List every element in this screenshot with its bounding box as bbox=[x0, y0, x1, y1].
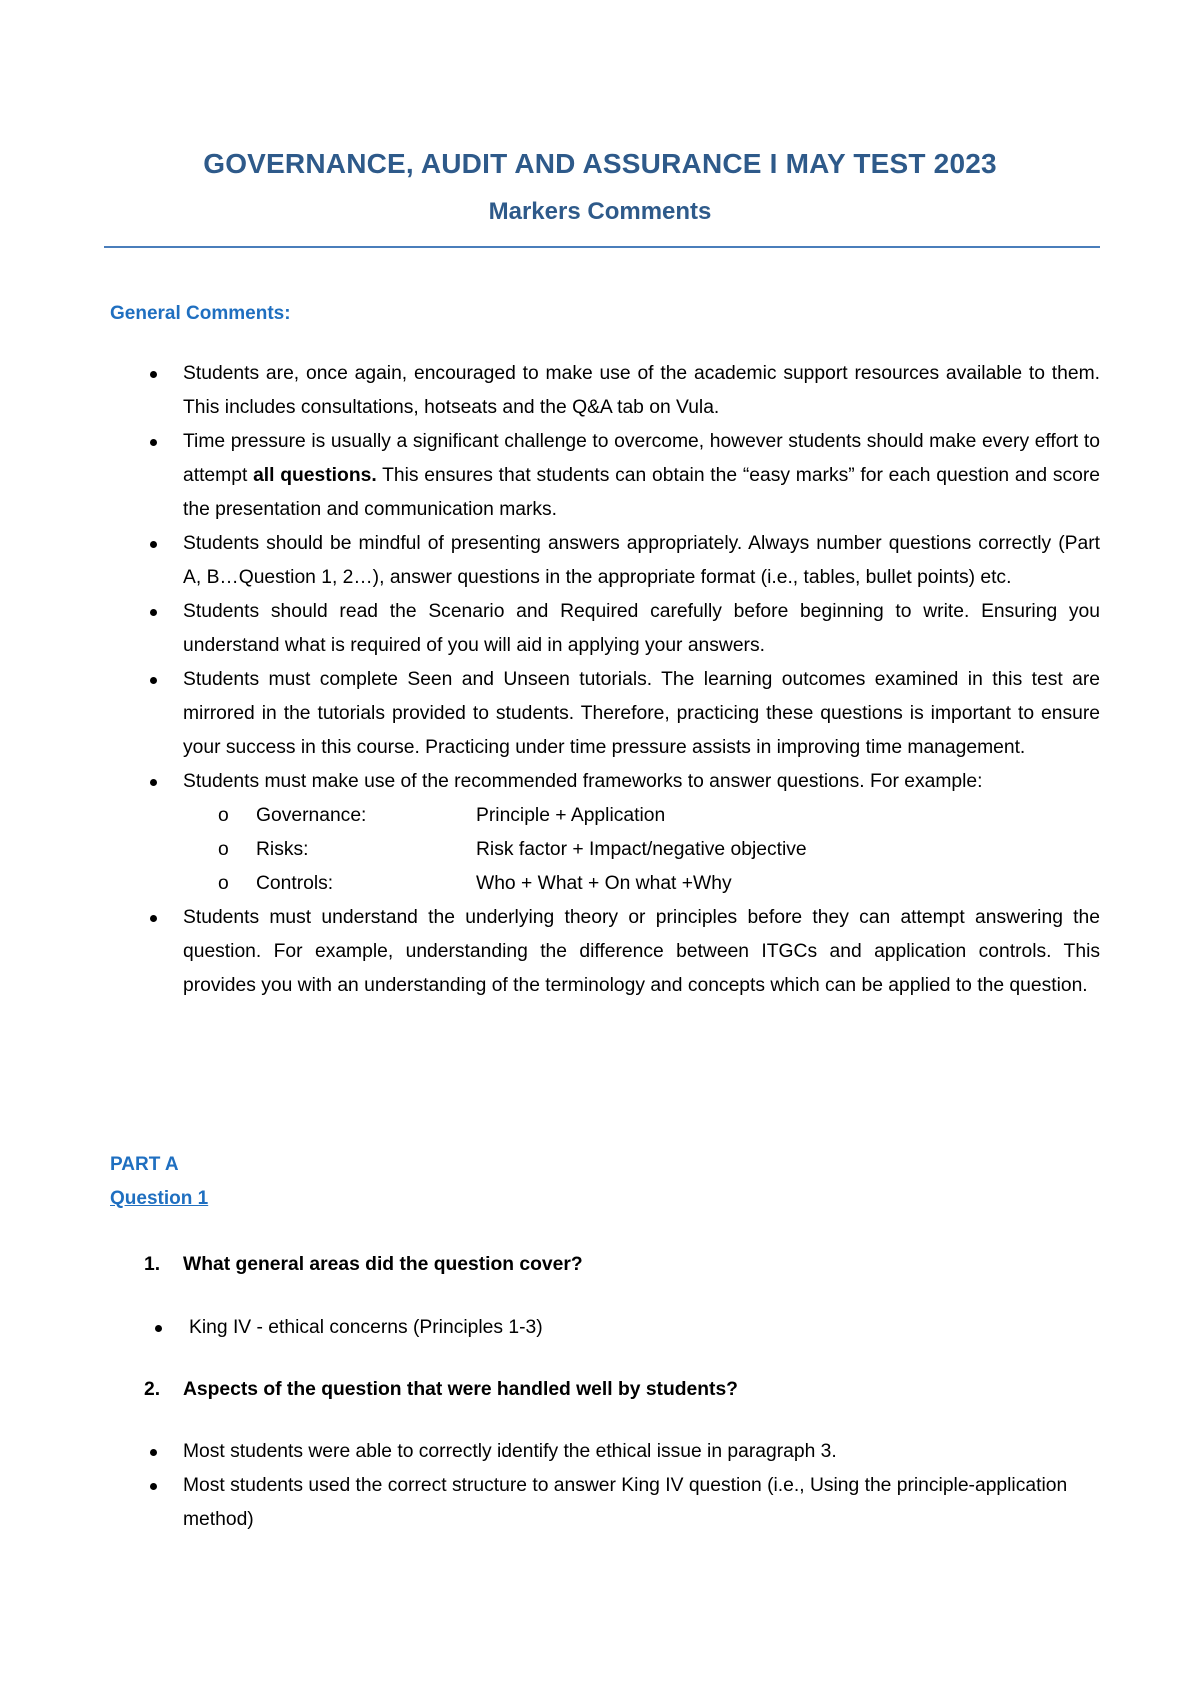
emphasis-text: all questions. bbox=[253, 465, 377, 486]
bullet-icon bbox=[150, 915, 157, 922]
circle-bullet-icon: o bbox=[218, 805, 229, 826]
list-item bbox=[0, 663, 1100, 765]
bullet-icon bbox=[150, 609, 157, 616]
list-item-text: King IV - ethical concerns (Principles 1-3) bbox=[189, 1317, 543, 1338]
list-item bbox=[0, 901, 1100, 1003]
circle-bullet-icon: o bbox=[218, 839, 229, 860]
list-item bbox=[0, 357, 1100, 425]
general-comments-list bbox=[0, 357, 1200, 1003]
bullet-icon bbox=[150, 541, 157, 548]
list-item bbox=[0, 595, 1100, 663]
framework-label: Controls: bbox=[256, 873, 334, 894]
bullet-icon bbox=[155, 1325, 162, 1332]
list-item bbox=[0, 765, 1100, 799]
framework-value: Risk factor + Impact/negative objective bbox=[476, 839, 807, 860]
bullet-icon bbox=[150, 677, 157, 684]
part-a-heading: PART A bbox=[110, 1154, 179, 1175]
question-text: What general areas did the question cover? bbox=[183, 1254, 583, 1275]
list-item-text: Time pressure is usually a significant challenge to overcome, however students should make every effort to attempt all questions. This ensures that students can obtain the “easy marks” for each question and score the presentation and communication marks. bbox=[183, 431, 1100, 520]
question-1-heading: Question 1 bbox=[110, 1188, 209, 1209]
framework-item bbox=[0, 867, 1200, 901]
framework-item bbox=[0, 833, 1200, 867]
list-item bbox=[0, 1469, 1100, 1537]
question-number: 1. bbox=[144, 1254, 161, 1275]
list-item bbox=[0, 1435, 1100, 1469]
list-item-text: Students are, once again, encouraged to make use of the academic support resources available to them. This includes consultations, hotseats and the Q&A tab on Vula. bbox=[183, 363, 1100, 418]
bullet-icon bbox=[150, 1483, 157, 1490]
list-item-text: Most students used the correct structure to answer King IV question (i.e., Using the principle-application method) bbox=[183, 1475, 1068, 1530]
framework-item bbox=[0, 799, 1200, 833]
list-item-text: Students should be mindful of presenting answers appropriately. Always number questions correctly (Part A, B…Question 1, 2…), answer questions in the appropriate format (i.e., tables, bullet points) etc. bbox=[183, 533, 1100, 588]
list-item bbox=[0, 425, 1100, 527]
list-item bbox=[0, 527, 1100, 595]
question-number: 2. bbox=[144, 1379, 161, 1400]
bullet-icon bbox=[150, 439, 157, 446]
bullet-icon bbox=[150, 779, 157, 786]
list-item-text: Most students were able to correctly identify the ethical issue in paragraph 3. bbox=[183, 1441, 837, 1462]
question-text: Aspects of the question that were handled well by students? bbox=[183, 1379, 738, 1400]
circle-bullet-icon: o bbox=[218, 873, 229, 894]
list-item-text: Students must make use of the recommended frameworks to answer questions. For example: bbox=[183, 771, 983, 792]
list-item-text: Students should read the Scenario and Required carefully before beginning to write. Ensuring you understand what is required of you will aid in applying your answers. bbox=[183, 601, 1100, 656]
general-comments-heading: General Comments: bbox=[110, 303, 291, 324]
framework-value: Principle + Application bbox=[476, 805, 666, 826]
list-item-text: Students must complete Seen and Unseen tutorials. The learning outcomes examined in this test are mirrored in the tutorials provided to students. Therefore, practicing these questions is important to ensure your success in this course. Practicing under time pressure assists in improving time management. bbox=[183, 669, 1100, 758]
handled-well-list bbox=[0, 1435, 1200, 1537]
bullet-icon bbox=[150, 1449, 157, 1456]
list-item-text: Students must understand the underlying theory or principles before they can attempt answering the question. For example, understanding the difference between ITGCs and application controls. This provides you with an understanding of the terminology and concepts which can be applied to the question. bbox=[183, 907, 1100, 996]
framework-label: Governance: bbox=[256, 805, 367, 826]
page-title: GOVERNANCE, AUDIT AND ASSURANCE I MAY TEST 2023 bbox=[203, 148, 997, 179]
title-divider bbox=[104, 246, 1100, 248]
bullet-icon bbox=[150, 371, 157, 378]
framework-value: Who + What + On what +Why bbox=[476, 873, 732, 894]
page-subtitle: Markers Comments bbox=[488, 198, 712, 225]
framework-label: Risks: bbox=[256, 839, 309, 860]
